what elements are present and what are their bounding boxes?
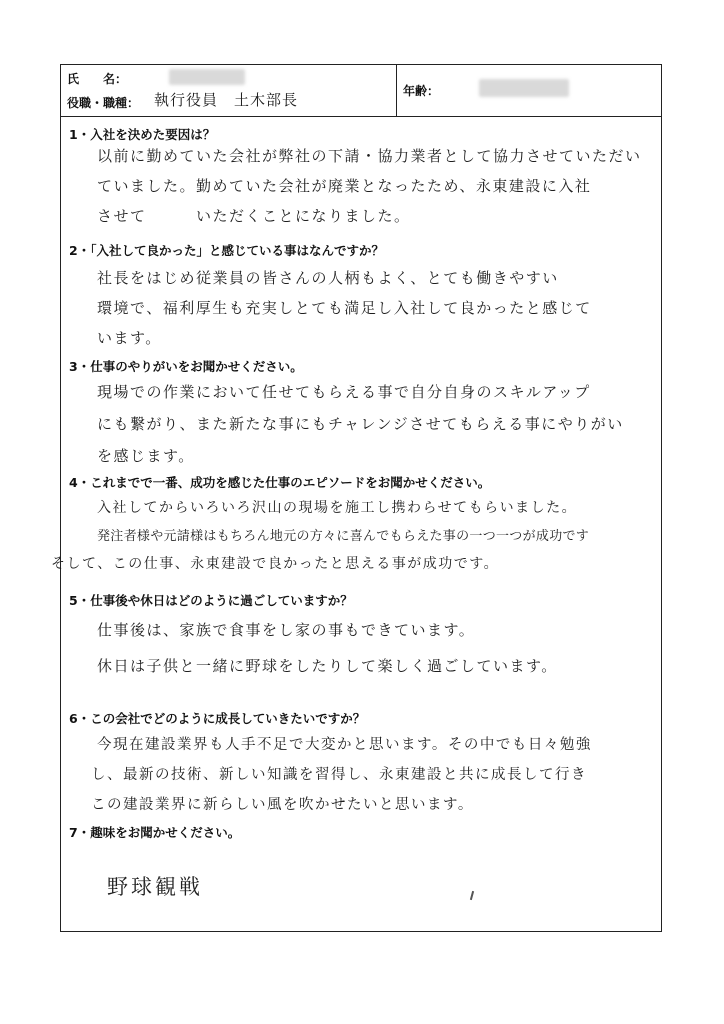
question-1: 1・入社を決めた要因は？ bbox=[69, 127, 216, 142]
answer-2-line-2: 環境で、福利厚生も充実しとても満足し入社して良かったと感じて bbox=[97, 299, 592, 317]
answer-1-line-1: 以前に勤めていた会社が弊社の下請・協力業者として協力させていただい bbox=[97, 147, 642, 165]
name-redaction bbox=[169, 69, 245, 85]
answer-5-line-1: 仕事後は、家族で食事をし家の事もできています。 bbox=[97, 621, 476, 639]
answer-5-line-2: 休日は子供と一緒に野球をしたりして楽しく過ごしています。 bbox=[97, 657, 558, 675]
answer-3-line-1: 現場での作業において任せてもらえる事で自分自身のスキルアップ bbox=[97, 383, 591, 401]
name-label: 氏 名： bbox=[67, 72, 128, 86]
position-label: 役職・職種： bbox=[67, 96, 140, 110]
answer-4-line-2: 発注者様や元請様はもちろん地元の方々に喜んでもらえた事の一つ一つが成功です bbox=[97, 529, 590, 544]
age-label: 年齢： bbox=[403, 84, 440, 98]
answer-1-line-2: ていました。勤めていた会社が廃業となったため、永東建設に入社 bbox=[97, 177, 592, 195]
question-3: 3・仕事のやりがいをお聞かせください。 bbox=[69, 359, 303, 374]
answer-3-line-2: にも繋がり、また新たな事にもチャレンジさせてもらえる事にやりがい bbox=[97, 415, 624, 433]
question-5: 5・仕事後や休日はどのように過ごしていますか？ bbox=[69, 593, 353, 608]
answer-7-hobby: 野球観戦 bbox=[107, 875, 203, 899]
questionnaire-form bbox=[51, 64, 662, 932]
answer-1-line-3: させて いただくことになりました。 bbox=[97, 207, 411, 225]
header-divider bbox=[396, 65, 397, 116]
question-2: 2・「入社して良かった」と感じている事はなんですか？ bbox=[69, 243, 384, 258]
pen-mark bbox=[470, 891, 474, 900]
question-6: 6・この会社でどのように成長していきたいですか？ bbox=[69, 711, 366, 726]
answer-3-line-3: を感じます。 bbox=[97, 447, 195, 465]
question-4: 4・これまでで一番、成功を感じた仕事のエピソードをお聞かせください。 bbox=[69, 475, 491, 490]
answer-6-line-1: 今現在建設業界も人手不足で大変かと思います。その中でも日々勉強 bbox=[97, 737, 592, 753]
answer-6-line-2: し、最新の技術、新しい知識を習得し、永東建設と共に成長して行き bbox=[91, 767, 587, 783]
answer-4-line-3: そして、この仕事、永東建設で良かったと思える事が成功です。 bbox=[51, 556, 500, 572]
question-7: 7・趣味をお聞かせください。 bbox=[69, 825, 241, 840]
age-redaction bbox=[479, 79, 569, 97]
position-value: 執行役員 土木部長 bbox=[154, 91, 299, 109]
form-header bbox=[61, 65, 661, 117]
answer-6-line-3: この建設業界に新らしい風を吹かせたいと思います。 bbox=[91, 797, 474, 813]
answer-2-line-3: います。 bbox=[97, 329, 162, 347]
answer-2-line-1: 社長をはじめ従業員の皆さんの人柄もよく、とても働きやすい bbox=[97, 269, 559, 287]
answer-4-line-1: 入社してからいろいろ沢山の現場を施工し携わらせてもらいました。 bbox=[97, 500, 578, 516]
